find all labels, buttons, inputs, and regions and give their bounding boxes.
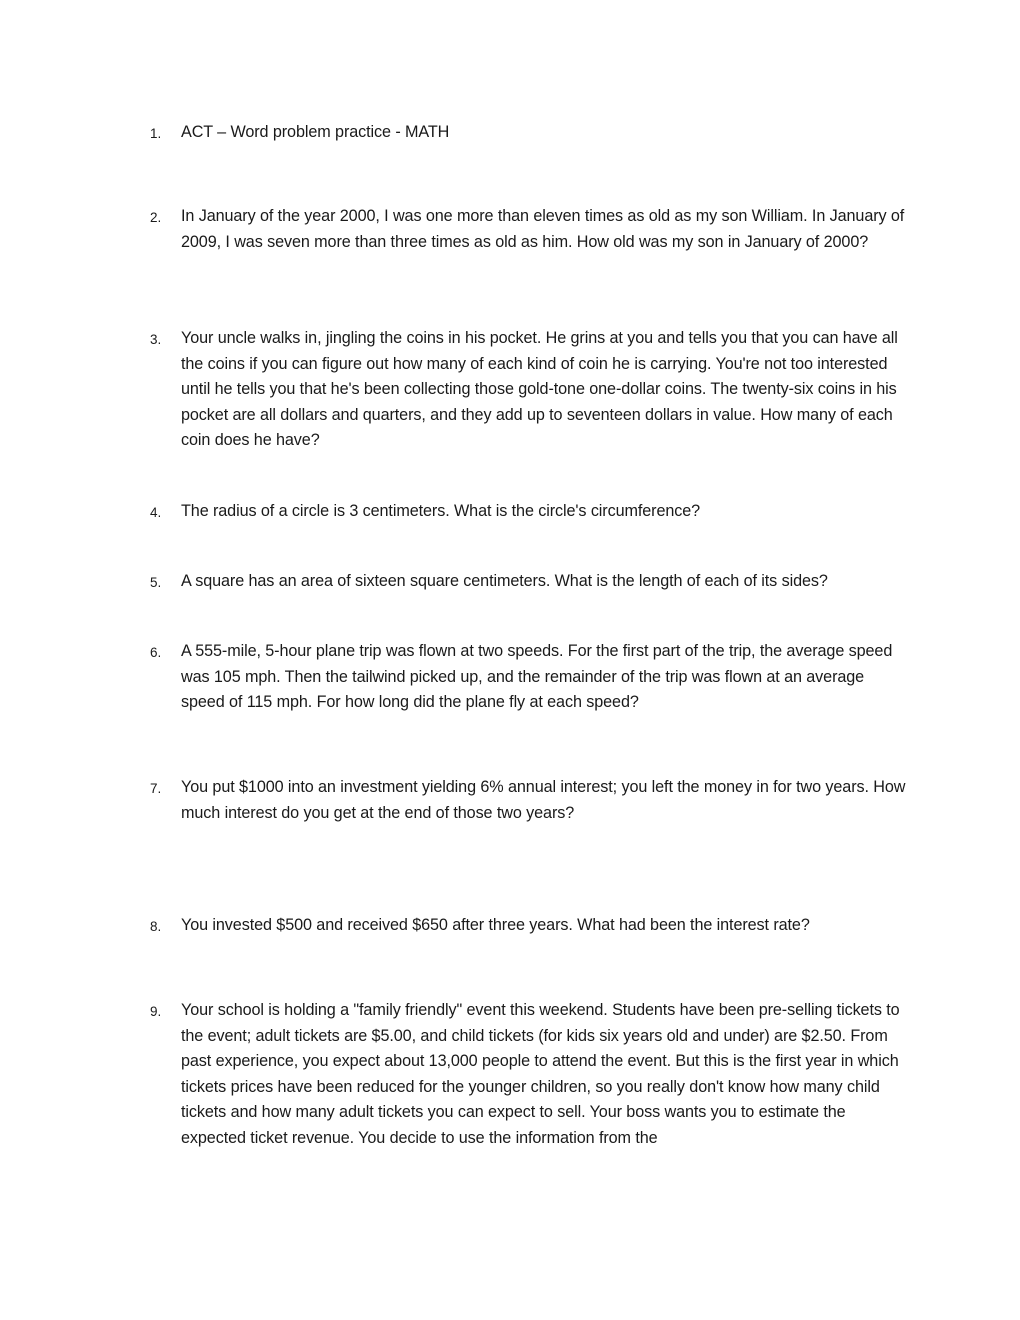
list-item	[150, 120, 910, 147]
list-item-number: 7.	[150, 781, 162, 796]
list-item-text: A 555-mile, 5-hour plane trip was flown at two speeds. For the first part of the trip, the average speed was 105 mph. Then the tailwind picked up, and the remainder of the trip was flown at an average speed of 115 mph. For how long did the plane fly at each speed?	[181, 642, 893, 712]
list-item-text: ACT – Word problem practice - MATH	[181, 123, 450, 141]
list-item-number: 8.	[150, 919, 162, 934]
list-item-text: The radius of a circle is 3 centimeters. What is the circle's circumference?	[181, 502, 701, 520]
list-item-number: 4.	[150, 505, 162, 520]
list-item	[150, 204, 910, 255]
list-item-text: Your school is holding a "family friendly" event this weekend. Students have been pre-selling tickets to the event; adult tickets are $5.00, and child tickets (for kids six years old and under) are $2.50. From past experience, you expect about 13,000 people to attend the event. But this is the first year in which tickets prices have been reduced for the younger children, so you really don't know how many child tickets and how many adult tickets you can expect to sell. Your boss wants you to estimate the expected ticket revenue. You decide to use the information from the	[181, 1001, 900, 1147]
list-item-number: 3.	[150, 332, 162, 347]
list-item-number: 2.	[150, 210, 162, 225]
list-item-number: 9.	[150, 1004, 162, 1019]
list-item-text: Your uncle walks in, jingling the coins in his pocket. He grins at you and tells you that you can have all the coins if you can figure out how many of each kind of coin he is carrying. You're not too interested until he tells you that he's been collecting those gold-tone one-dollar coins. The twenty-six coins in his pocket are all dollars and quarters, and they add up to seventeen dollars in value. How many of each coin does he have?	[181, 329, 898, 450]
list-item	[150, 913, 910, 940]
list-item-text: A square has an area of sixteen square centimeters. What is the length of each of its sides?	[181, 572, 828, 590]
list-item	[150, 998, 910, 1152]
list-item	[150, 569, 910, 596]
list-item-number: 5.	[150, 575, 162, 590]
list-item-text: You put $1000 into an investment yielding 6% annual interest; you left the money in for two years. How much interest do you get at the end of those two years?	[181, 778, 906, 822]
list-item	[150, 326, 910, 454]
list-item-number: 1.	[150, 126, 162, 141]
list-item	[150, 775, 910, 826]
list-item	[150, 499, 910, 526]
list-item-text: You invested $500 and received $650 after three years. What had been the interest rate?	[181, 916, 810, 934]
list-item-number: 6.	[150, 645, 162, 660]
list-item-text: In January of the year 2000, I was one more than eleven times as old as my son William. In January of 2009, I was seven more than three times as old as him. How old was my son in January of 2000?	[181, 207, 905, 251]
list-item	[150, 639, 910, 716]
